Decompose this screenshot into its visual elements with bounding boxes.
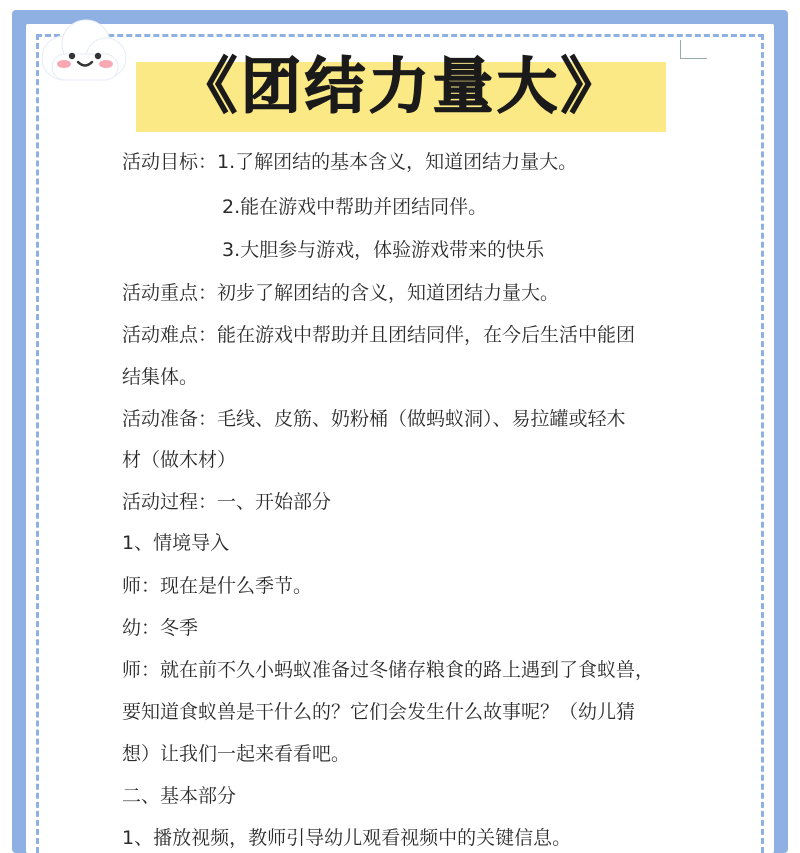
cloud-face-icon — [34, 14, 130, 90]
text-line-difficulty: 活动难点：能在游戏中帮助并且团结同伴，在今后生活中能团 — [122, 324, 636, 346]
text-line-objectives: 活动目标：1.了解团结的基本含义，知道团结力量大。 — [122, 151, 578, 173]
corner-mark — [680, 40, 707, 59]
text-line-key-point: 活动重点：初步了解团结的含义，知道团结力量大。 — [122, 282, 560, 304]
text-line-preparation-cont: 材（做木材） — [122, 449, 237, 471]
text-line-teacher-2-end: 想）让我们一起来看看吧。 — [122, 743, 351, 765]
text-line-step-1: 1、情境导入 — [122, 532, 230, 554]
text-line-objective-2: 2.能在游戏中帮助并团结同伴。 — [222, 196, 488, 218]
text-line-step-video: 1、播放视频，教师引导幼儿观看视频中的关键信息。 — [122, 827, 572, 849]
text-line-preparation: 活动准备：毛线、皮筋、奶粉桶（做蚂蚁洞）、易拉罐或轻木 — [122, 408, 626, 430]
text-line-child-1: 幼：冬季 — [122, 617, 199, 639]
text-line-teacher-2-cont: 要知道食蚁兽是干什么的？它们会发生什么故事呢？（幼儿猜 — [122, 701, 636, 723]
text-line-section-2: 二、基本部分 — [122, 785, 237, 807]
text-line-difficulty-cont: 结集体。 — [122, 366, 199, 388]
text-line-teacher-2: 师：就在前不久小蚂蚁准备过冬储存粮食的路上遇到了食蚁兽， — [122, 659, 655, 681]
text-line-process: 活动过程：一、开始部分 — [122, 491, 332, 513]
text-line-objective-3: 3.大胆参与游戏，体验游戏带来的快乐 — [222, 239, 545, 261]
text-line-teacher-1: 师：现在是什么季节。 — [122, 575, 313, 597]
page-title: 《团结力量大》 — [177, 52, 625, 122]
